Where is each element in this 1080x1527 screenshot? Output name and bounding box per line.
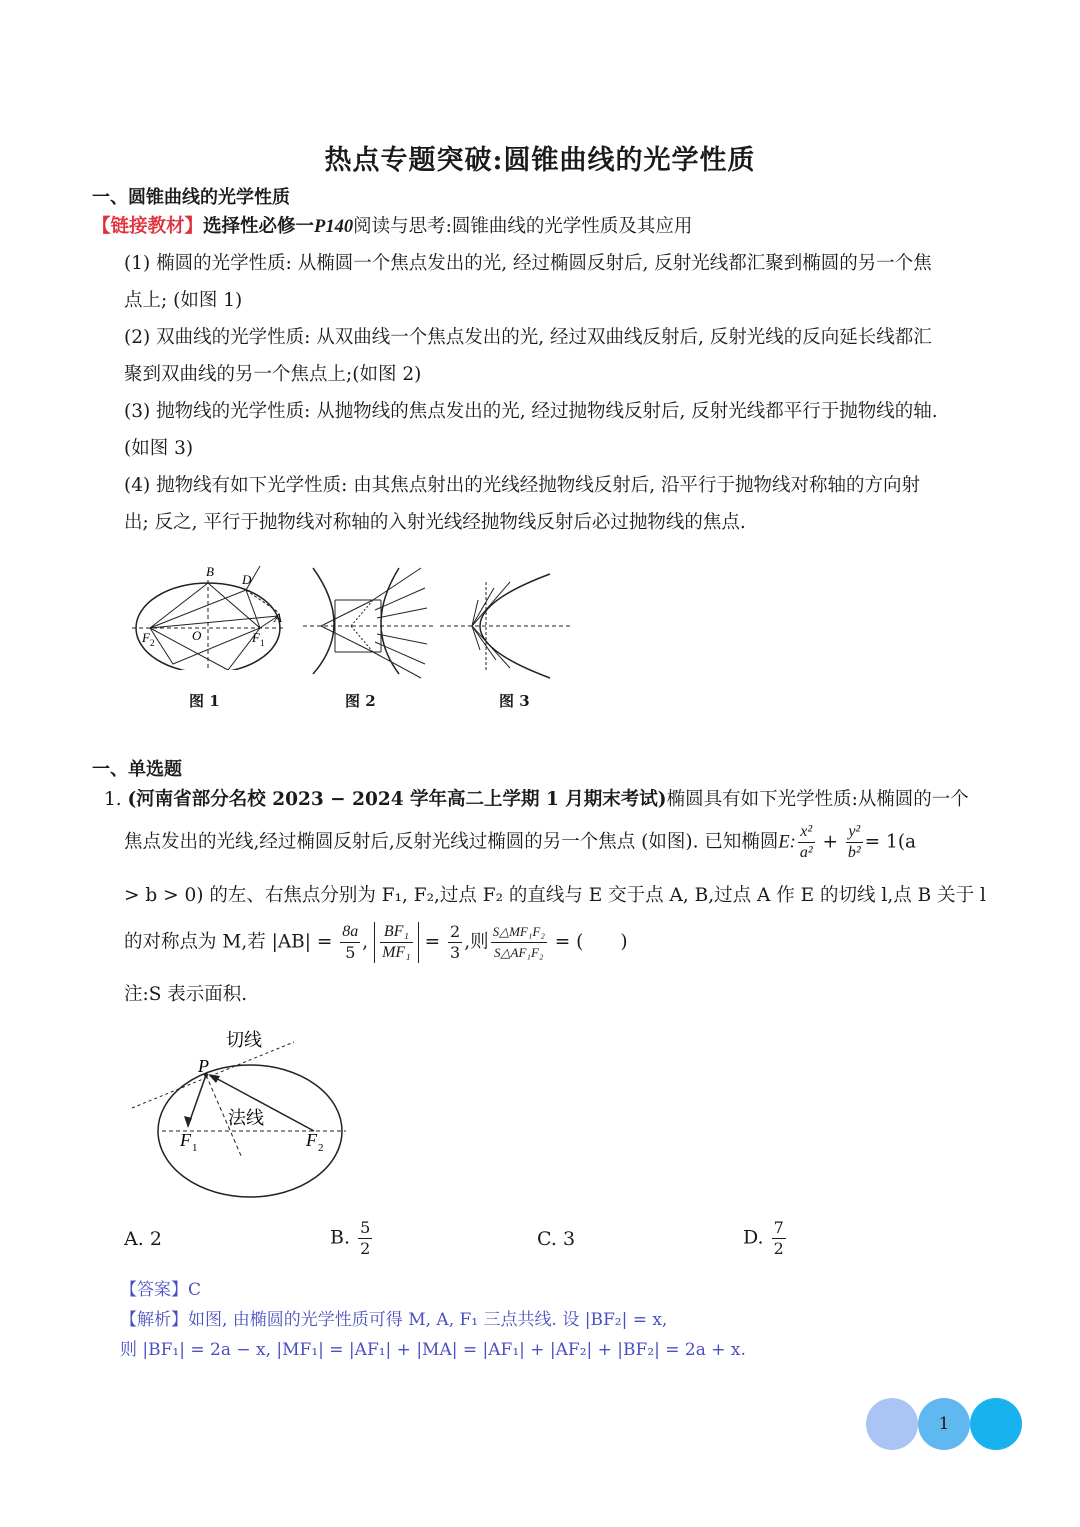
page-circle-right [970, 1398, 1022, 1450]
ellipse-E: E: [778, 832, 796, 853]
analysis-line1: 【解析】如图, 由椭圆的光学性质可得 M, A, F₁ 三点共线. 设 |BF₂| = x, [120, 1310, 668, 1330]
page-number: 1 [918, 1398, 970, 1450]
option-a-value: 2 [149, 1228, 162, 1250]
label-F2: F [306, 1130, 317, 1150]
label-tangent: 切线 [226, 1030, 262, 1050]
fraction-2-3: $\frac{2}{3}$ [450, 922, 461, 962]
question-1-line3: > b > 0) 的左、右焦点分别为 F₁, F₂,过点 F₂ 的直线与 E 交于点 A, B,过点 A 作 E 的切线 l,点 B 关于 l [124, 885, 986, 906]
fraction-8a-5: $\frac{8a}{5}$ [342, 923, 359, 962]
property-3-line1: (3) 抛物线的光学性质: 从抛物线的焦点发出的光, 经过抛物线反射后, 反射光线都平行于抛物线的轴. [124, 401, 938, 422]
fraction-area-ratio: $\frac{\text{S△MF₁F₂}}{\text{S△AF₁F₂}}$ [492, 924, 545, 960]
label-F1: F [180, 1130, 191, 1150]
option-c-value: 3 [562, 1228, 576, 1250]
figure-2-hyperbola [303, 560, 433, 680]
label-D: D [242, 572, 252, 587]
option-b[interactable] [330, 1218, 374, 1259]
option-c[interactable] [537, 1228, 575, 1250]
property-item-3 [124, 393, 1004, 467]
option-b-fraction: $\frac{5}{2}$ [360, 1218, 371, 1258]
label-B: B [206, 564, 214, 579]
option-b-label: B. [330, 1226, 351, 1249]
property-4-line2: 出; 反之, 平行于抛物线对称轴的入射光线经抛物线反射后必过抛物线的焦点. [124, 512, 746, 533]
property-1-line1: (1) 椭圆的光学性质: 从椭圆一个焦点发出的光, 经过椭圆反射后, 反射光线都汇聚到椭圆的另一个焦 [124, 253, 932, 274]
label-P: P [198, 1056, 209, 1076]
link-text: 选择性必修一 [203, 216, 315, 237]
answer-line: 【答案】C [120, 1280, 202, 1300]
fraction-x2-a2: $\frac{\text{x²}}{\text{a²}}$ [799, 823, 813, 861]
textbook-link-line [92, 208, 692, 246]
label-F2-sub: 2 [318, 1142, 324, 1154]
answer-blank: = ( ) [554, 931, 628, 953]
property-item-2 [124, 319, 1004, 393]
fraction-bf1-mf1: $\frac{\text{BF₁}}{\text{MF₁}}$ [382, 923, 411, 961]
property-2-line1: (2) 双曲线的光学性质: 从双曲线一个焦点发出的光, 经过双曲线反射后, 反射光线的反向延长线都汇 [124, 327, 932, 348]
label-F1-sub: 1 [192, 1142, 198, 1154]
property-4-line1: (4) 抛物线有如下光学性质: 由其焦点射出的光线经抛物线反射后, 沿平行于抛物线对称轴的方向射 [124, 475, 920, 496]
question-figure-ellipse [128, 1020, 358, 1200]
option-d[interactable] [743, 1218, 788, 1259]
page-circle-left [866, 1398, 918, 1450]
property-item-1 [124, 245, 1004, 319]
figure-3-caption: 图 3 [499, 692, 530, 710]
question-number: 1. [104, 789, 122, 810]
question-line1-rest: 椭圆具有如下光学性质:从椭圆的一个 [666, 789, 969, 810]
question-1-line4 [124, 922, 628, 963]
option-a[interactable] [124, 1228, 162, 1250]
label-normal: 法线 [228, 1108, 264, 1128]
question-line4-a: 的对称点为 M,若 |AB| = [124, 931, 333, 953]
label-F2-sub: 2 [150, 638, 155, 648]
analysis-line2: 则 |BF₁| = 2a − x, |MF₁| = |AF₁| + |MA| = |AF₁| + |AF₂| + |BF₂| = 2a + x. [120, 1340, 746, 1360]
fraction-y2-b2: $\frac{\text{y²}}{\text{b²}}$ [847, 823, 861, 861]
option-d-fraction: $\frac{7}{2}$ [773, 1218, 784, 1258]
label-A: A [274, 610, 282, 625]
question-line2-text: 焦点发出的光线,经过椭圆反射后,反射光线过椭圆的另一个焦点 (如图). 已知椭圆 [124, 831, 779, 853]
link-rest: 阅读与思考:圆锥曲线的光学性质及其应用 [353, 216, 693, 237]
property-2-line2: 聚到双曲线的另一个焦点上;(如图 2) [124, 364, 422, 385]
question-1-line2: 焦点发出的光线,经过椭圆反射后,反射光线过椭圆的另一个焦点 (如图). 已知椭圆E: $\frac{\text{x²}}{\text{a²}}$ + $\frac{\text{y²}}{\text{b²}}$ = 1(a [124, 823, 917, 861]
question-line2-end: = 1(a [864, 831, 917, 853]
option-d-label: D. [743, 1226, 764, 1249]
property-list [124, 245, 1004, 541]
link-page: P140 [314, 217, 354, 237]
figure-1-caption: 图 1 [189, 692, 220, 710]
comma: , [362, 931, 369, 953]
page-title: 热点专题突破:圆锥曲线的光学性质 [324, 145, 756, 176]
question-source: (河南省部分名校 2023 − 2024 学年高二上学期 1 月期末考试) [127, 789, 667, 810]
link-tag: 【链接教材】 [92, 216, 204, 237]
question-note: 注:S 表示面积. [124, 984, 248, 1005]
option-c-label: C. [537, 1228, 557, 1250]
equals: = [424, 931, 441, 953]
abs-bar-ratio [374, 922, 419, 963]
option-a-label: A. [124, 1228, 144, 1250]
figure-1-ellipse [128, 560, 288, 670]
question-line4-d: ,则 [464, 931, 489, 953]
label-O: O [192, 628, 202, 643]
section-heading-single-choice: 一、单选题 [92, 759, 182, 780]
figure-3-parabola [440, 560, 570, 680]
property-3-line2: (如图 3) [124, 438, 194, 459]
label-F2: F [142, 630, 150, 645]
section-heading-optics: 一、圆锥曲线的光学性质 [92, 187, 290, 208]
figure-2-caption: 图 2 [345, 692, 376, 710]
label-F1-sub: 1 [260, 638, 265, 648]
label-F1: F [252, 630, 260, 645]
property-item-4 [124, 467, 1004, 541]
property-1-line2: 点上; (如图 1) [124, 290, 243, 311]
question-1-line1 [104, 781, 1004, 818]
